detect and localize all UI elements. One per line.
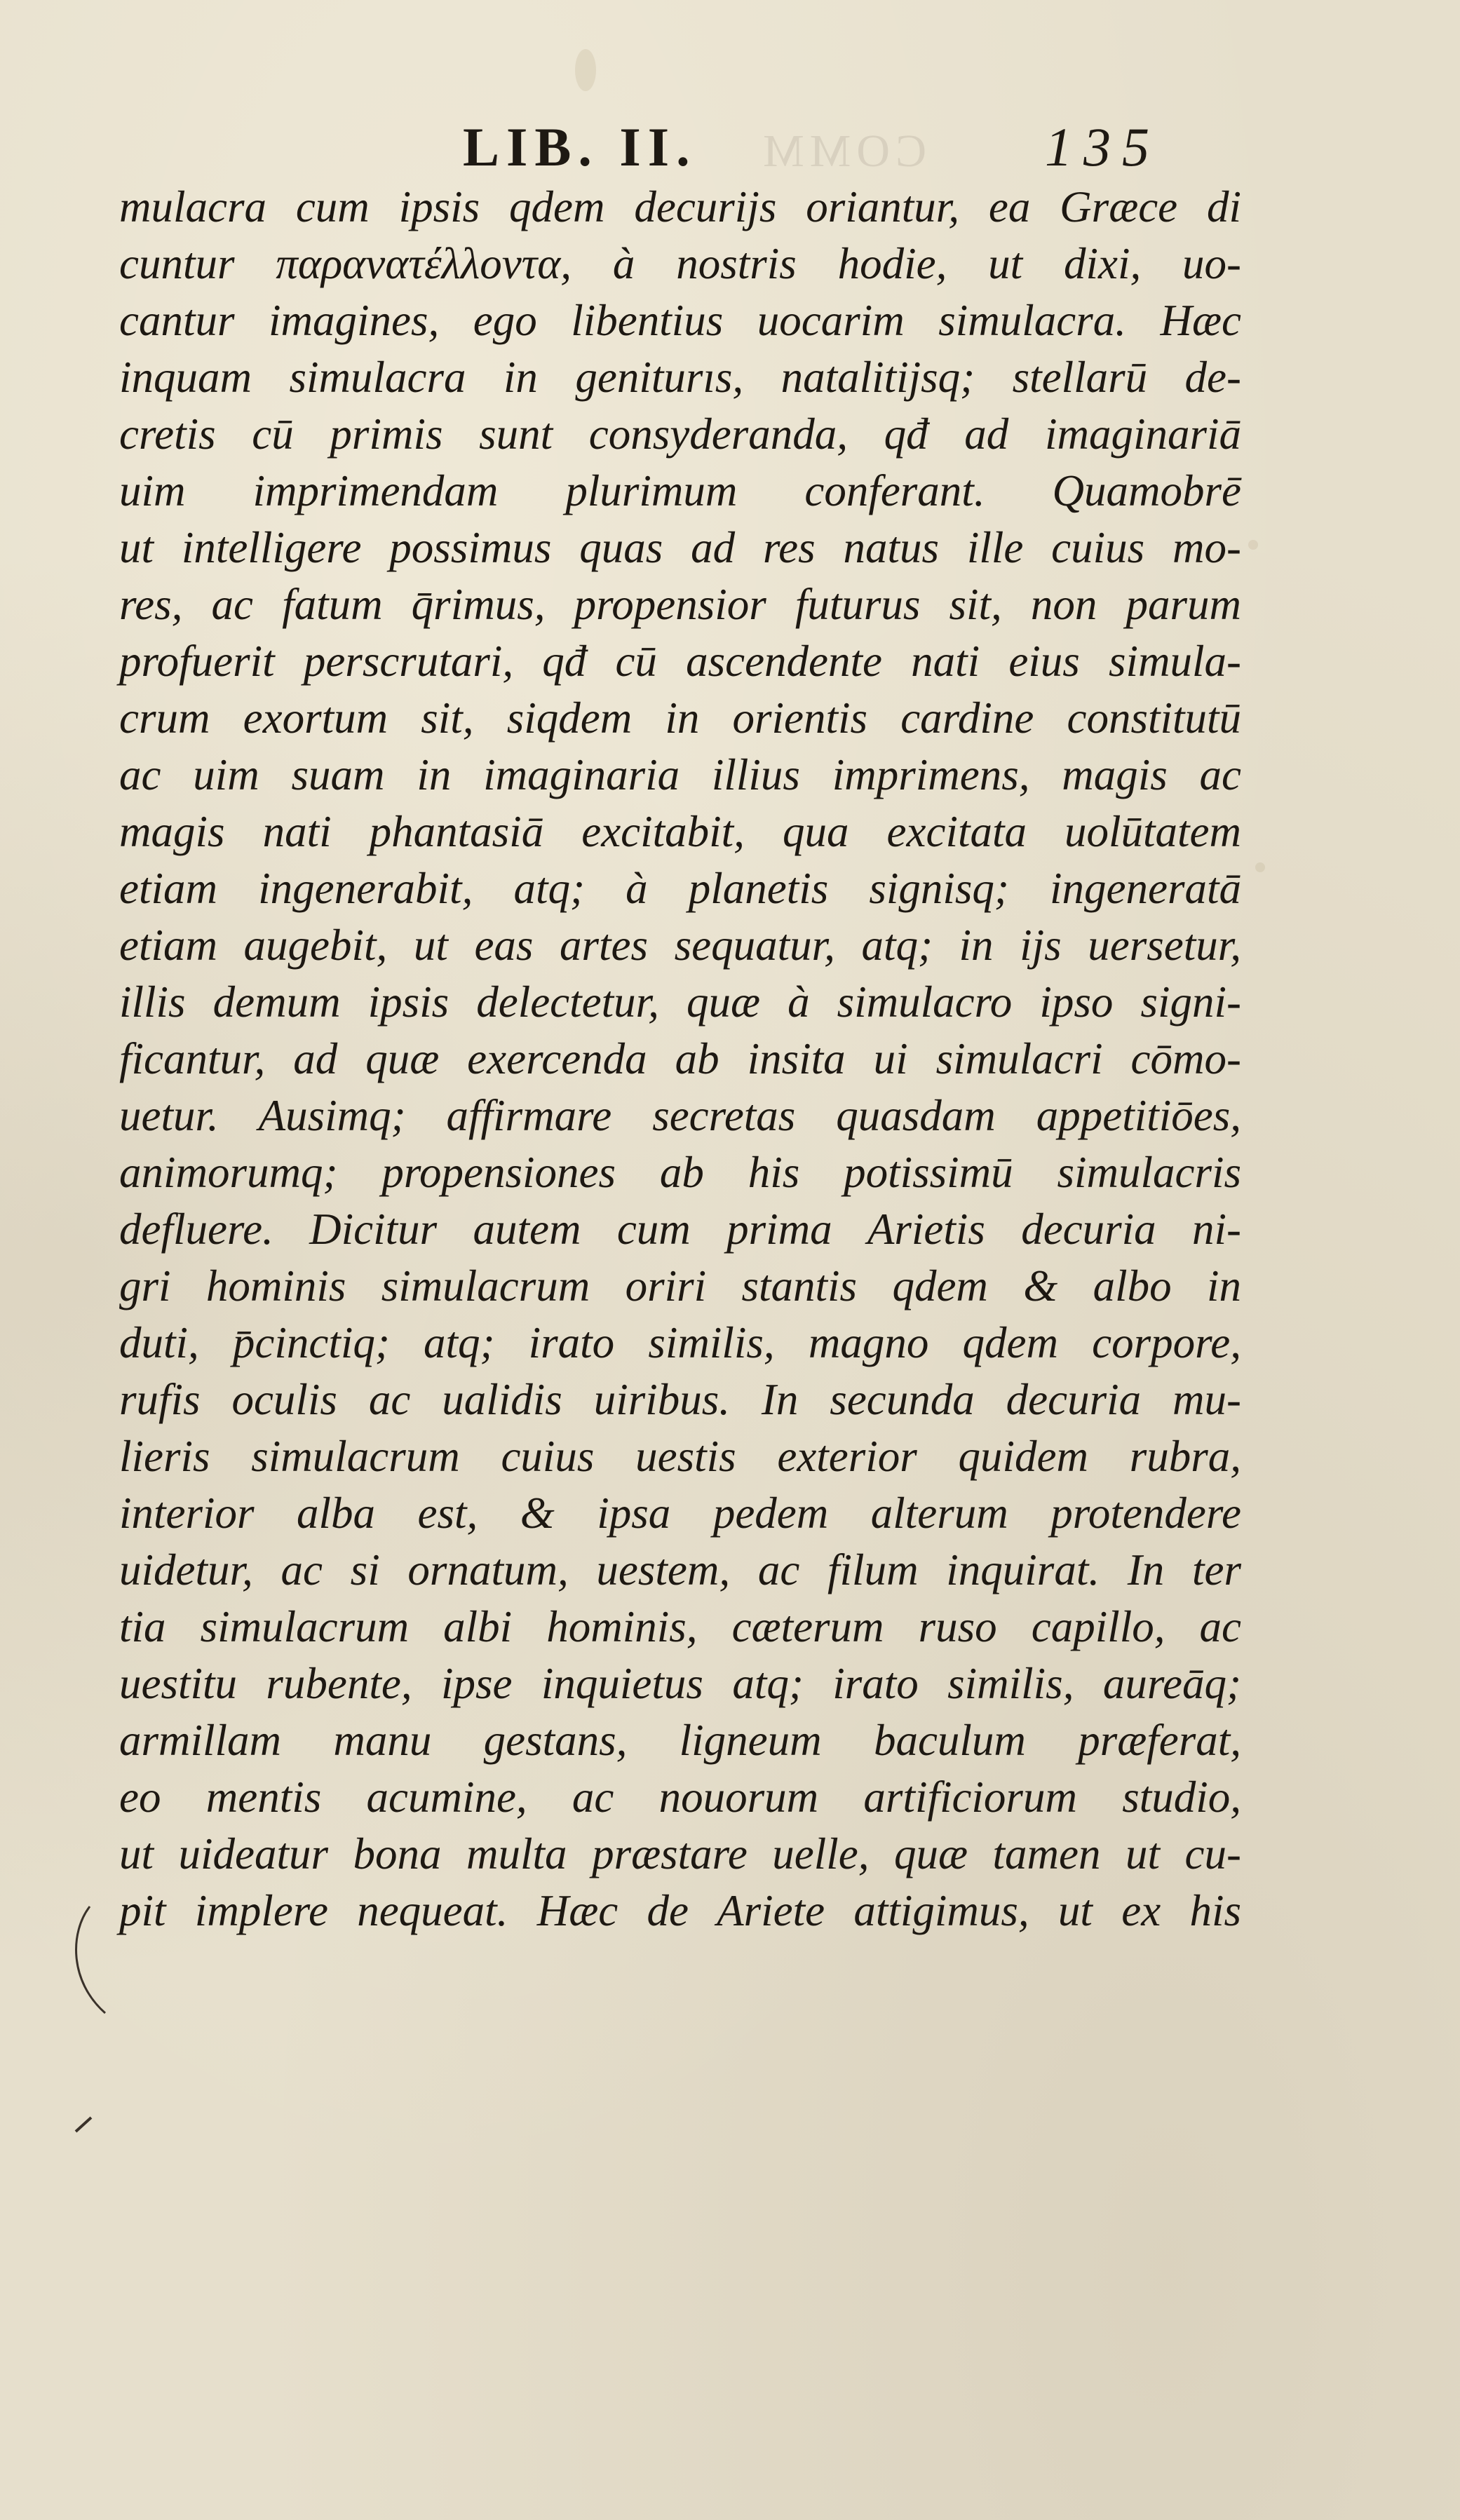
text-line: eo mentis acumine, ac nouorum artificiorum studio, [119, 1773, 1241, 1822]
text-line: cuntur παρανατέλλοντα, à nostris hodie, ut dixi, uo- [119, 239, 1241, 288]
paper-stain [1255, 862, 1265, 872]
text-line: profuerit perscrutari, qđ cū ascendente nati eius simula- [119, 637, 1241, 686]
text-line: uidetur, ac si ornatum, uestem, ac filum inquirat. In ter [119, 1545, 1241, 1594]
paper-stain [575, 49, 596, 91]
text-line: illis demum ipsis delectetur, quæ à simulacro ipso signi- [119, 977, 1241, 1027]
text-line: etiam augebit, ut eas artes sequatur, atq; in ijs uersetur, [119, 921, 1241, 970]
text-line: pit implere nequeat. Hæc de Ariete attigimus, ut ex his [119, 1886, 1241, 1935]
bleed-through-text: COMM [757, 126, 927, 177]
text-line: magis nati phantasiā excitabit, qua excitata uolūtatem [119, 807, 1241, 856]
running-head: LIB. II. [463, 116, 697, 177]
text-line: rufis oculis ac ualidis uiribus. In secunda decuria mu- [119, 1375, 1241, 1424]
body-text [119, 179, 1241, 1939]
text-line: res, ac fatum q̄rimus, propensior futurus sit, non parum [119, 580, 1241, 629]
text-line: cantur imagines, ego libentius uocarim simulacra. Hæc [119, 296, 1241, 345]
text-line: cretis cū primis sunt consyderanda, qđ ad imaginariā [119, 409, 1241, 459]
text-line: tia simulacrum albi hominis, cæterum ruso capillo, ac [119, 1602, 1241, 1651]
text-line: mulacra cum ipsis qdem decurijs oriantur, ea Græce di [119, 182, 1241, 231]
marginal-tick-mark [70, 2111, 98, 2139]
text-line: etiam ingenerabit, atq; à planetis signisq; ingeneratā [119, 864, 1241, 913]
text-line: crum exortum sit, siqdem in orientis cardine constitutū [119, 693, 1241, 743]
text-line: ac uim suam in imaginaria illius imprimens, magis ac [119, 750, 1241, 799]
text-line: armillam manu gestans, ligneum baculum præferat, [119, 1716, 1241, 1765]
text-line: defluere. Dicitur autem cum prima Arietis decuria ni- [119, 1205, 1241, 1254]
text-line: ficantur, ad quæ exercenda ab insita ui simulacri cōmo- [119, 1034, 1241, 1083]
text-line: uetur. Ausimq; affirmare secretas quasdam appetitiōes, [119, 1091, 1241, 1140]
text-line: uestitu rubente, ipse inquietus atq; irato similis, aureāq; [119, 1659, 1241, 1708]
paper-stain [1248, 540, 1258, 550]
text-line: uim imprimendam plurimum conferant. Quamobrē [119, 466, 1241, 515]
page-number: 135 [1045, 116, 1161, 177]
text-line: animorumq; propensiones ab his potissimū simulacris [119, 1148, 1241, 1197]
text-line: ut intelligere possimus quas ad res natus ille cuius mo- [119, 523, 1241, 572]
marginal-bracket-mark [62, 1904, 111, 2016]
text-line: duti, p̄cinctiq; atq; irato similis, magno qdem corpore, [119, 1318, 1241, 1367]
text-line: lieris simulacrum cuius uestis exterior quidem rubra, [119, 1432, 1241, 1481]
text-line: interior alba est, & ipsa pedem alterum protendere [119, 1489, 1241, 1538]
text-line: gri hominis simulacrum oriri stantis qdem & albo in [119, 1261, 1241, 1310]
text-line: ut uideatur bona multa præstare uelle, quæ tamen ut cu- [119, 1829, 1241, 1878]
text-line: inquam simulacra in geniturıs, natalitijsq; stellarū de- [119, 353, 1241, 402]
